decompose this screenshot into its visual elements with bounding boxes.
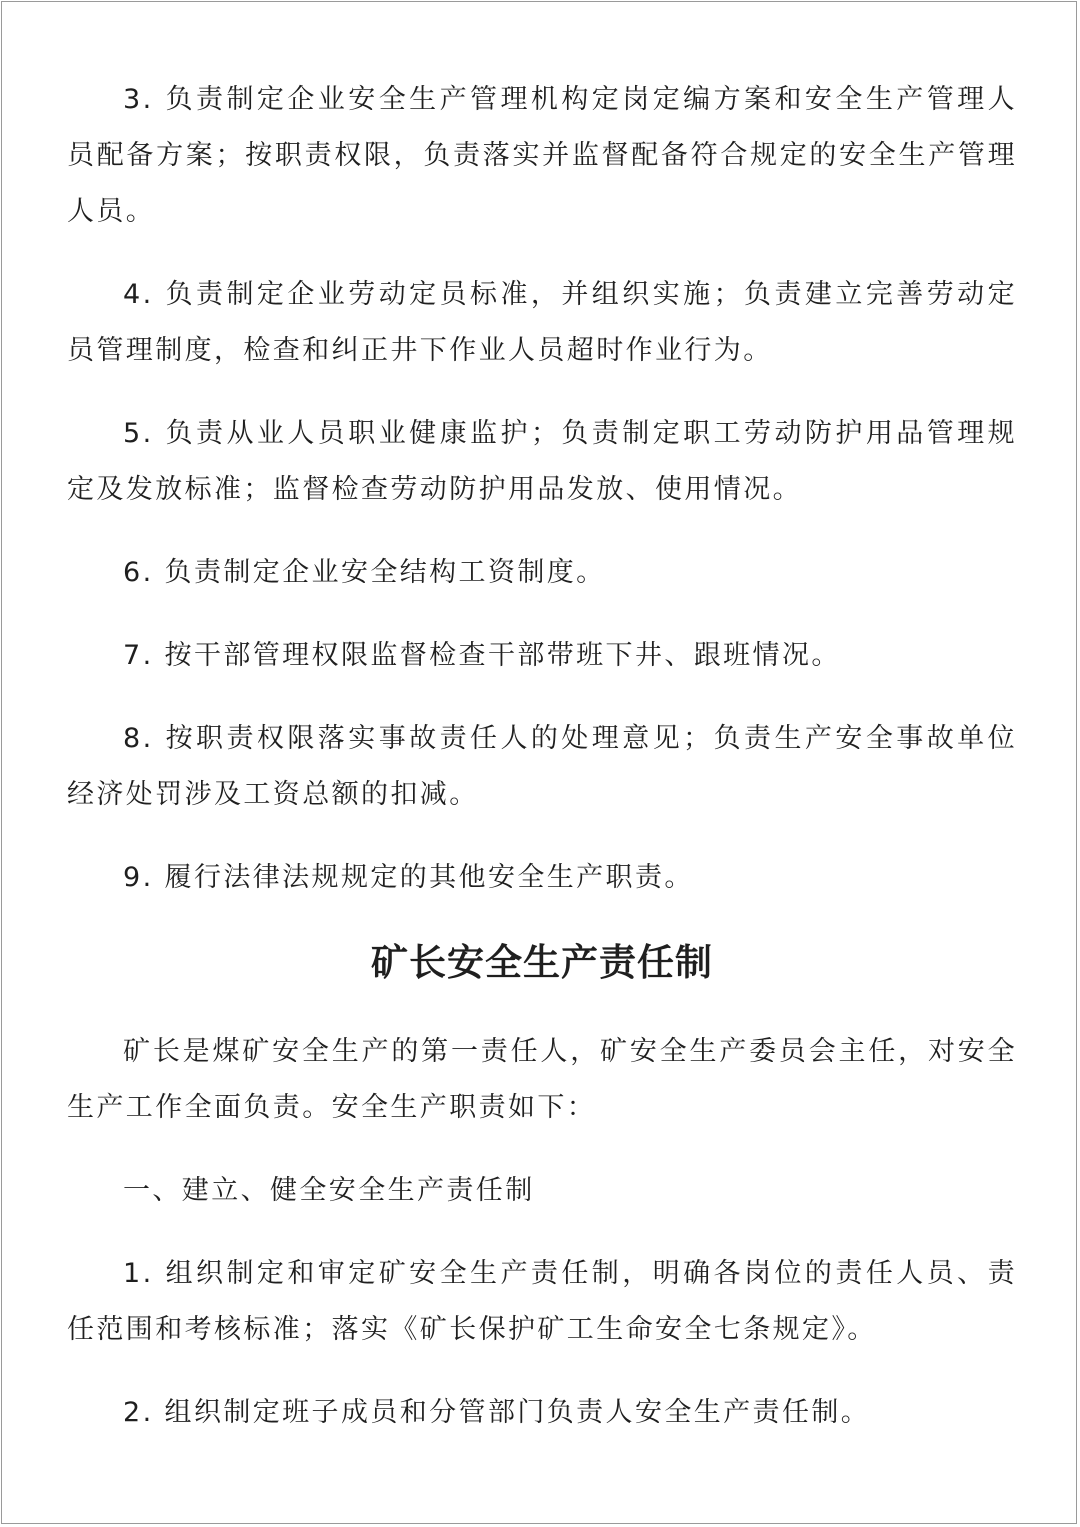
- paragraph-item-9: 9. 履行法律法规规定的其他安全生产职责。: [123, 862, 694, 893]
- paragraph-item-1: 1. 组织制定和审定矿安全生产责任制，明确各岗位的责任人员、责任范围和考核标准；落实《矿长保护矿工生命安全七条规定》。: [67, 1258, 1017, 1345]
- paragraph-item-4: 4. 负责制定企业劳动定员标准，并组织实施；负责建立完善劳动定员管理制度，检查和纠正井下作业人员超时作业行为。: [67, 279, 1017, 366]
- document-body: [67, 72, 1017, 1468]
- paragraph-item-6: 6. 负责制定企业安全结构工资制度。: [123, 557, 606, 588]
- paragraph-item-7: 7. 按干部管理权限监督检查干部带班下井、跟班情况。: [123, 640, 841, 671]
- intro-paragraph: 矿长是煤矿安全生产的第一责任人，矿安全生产委员会主任，对安全生产工作全面负责。安全生产职责如下：: [67, 1036, 1017, 1123]
- subheading: 一、建立、健全安全生产责任制: [123, 1175, 535, 1206]
- section-title: 矿长安全生产责任制: [371, 940, 713, 984]
- paragraph-item-5: 5. 负责从业人员职业健康监护；负责制定职工劳动防护用品管理规定及发放标准；监督检查劳动防护用品发放、使用情况。: [67, 418, 1017, 505]
- paragraph-item-2: 2. 组织制定班子成员和分管部门负责人安全生产责任制。: [123, 1397, 871, 1428]
- paragraph-item-8: 8. 按职责权限落实事故责任人的处理意见；负责生产安全事故单位经济处罚涉及工资总额的扣减。: [67, 723, 1017, 810]
- paragraph-item-3: 3. 负责制定企业安全生产管理机构定岗定编方案和安全生产管理人员配备方案；按职责权限，负责落实并监督配备符合规定的安全生产管理人员。: [67, 84, 1017, 227]
